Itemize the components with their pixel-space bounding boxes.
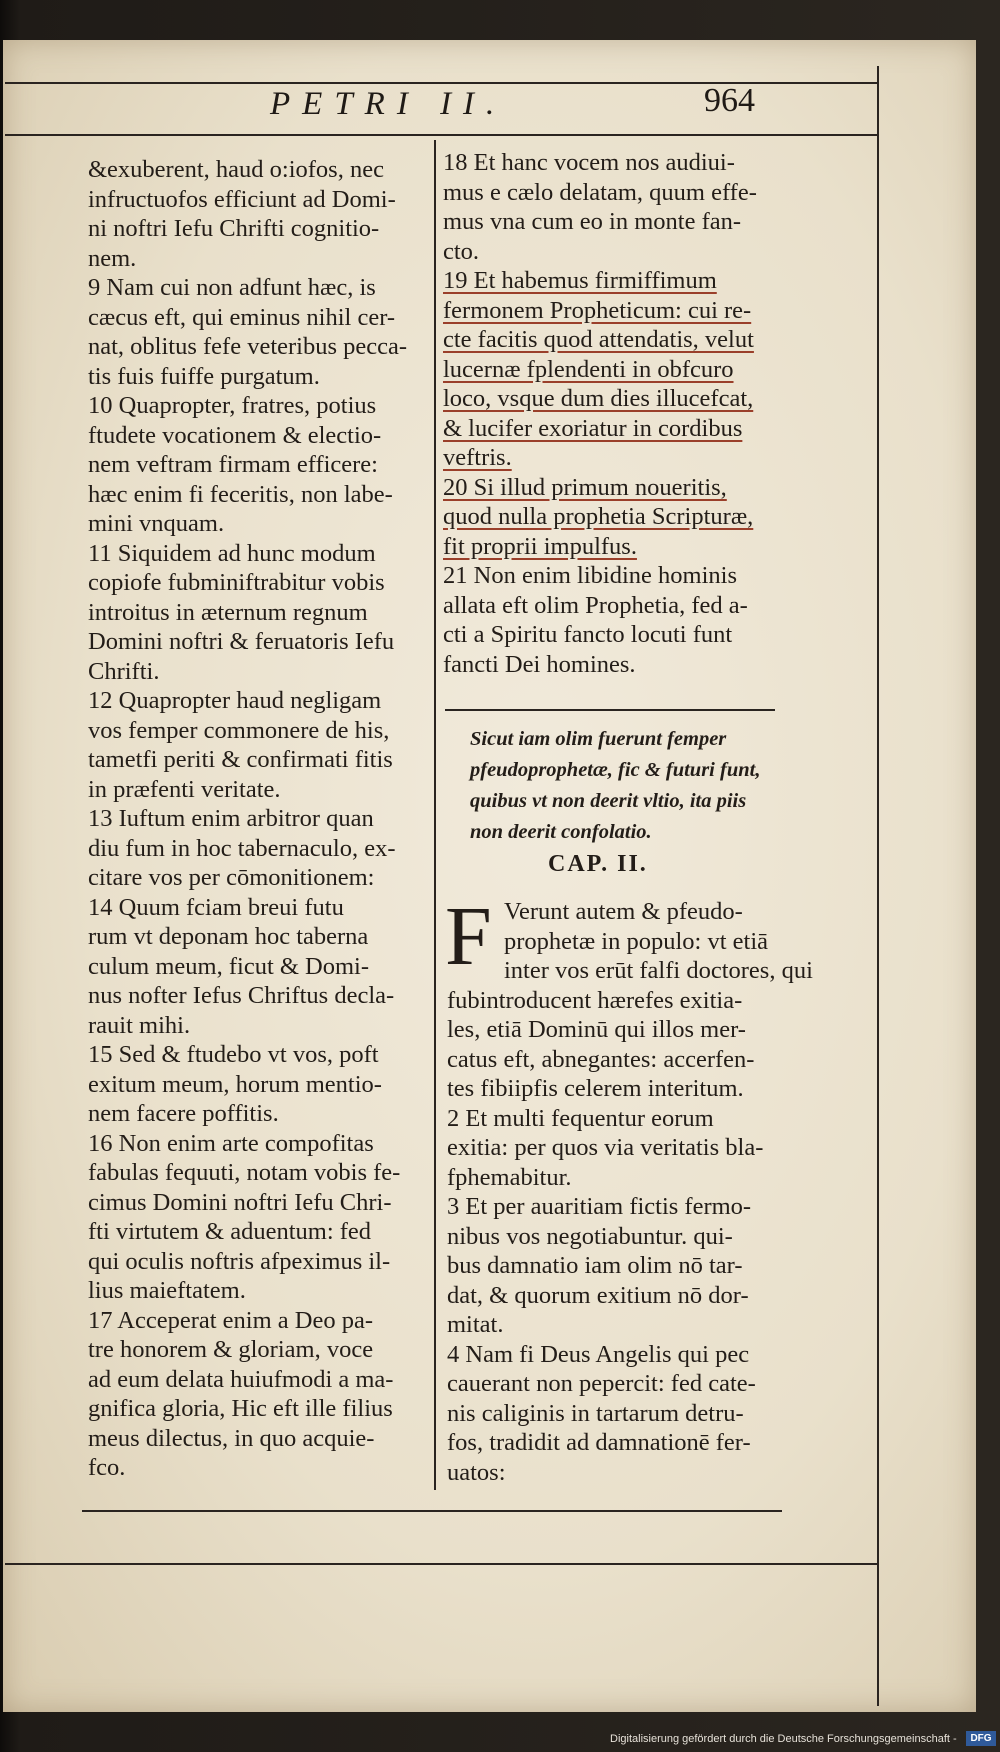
text-line: tis fuis fuiffe purgatum.: [88, 362, 320, 390]
text-line: exitia: per quos via veritatis bla-: [447, 1134, 764, 1161]
text-line: 13 Iuftum enim arbitror quan: [88, 805, 374, 832]
text-line: nem facere poffitis.: [88, 1100, 279, 1127]
text-line: ftudete vocationem & electio-: [88, 421, 382, 449]
text-line: fabulas fequuti, notam vobis fe-: [88, 1159, 401, 1186]
text-line: quod nulla prophetia Scripturæ,: [443, 503, 754, 530]
text-line: mini vnquam.: [88, 510, 225, 537]
text-line: lucernæ fplendenti in obfcuro: [443, 355, 734, 383]
text-line: pfeudoprophetæ, fic & futuri funt,: [470, 759, 761, 781]
text-line: introitus in æternum regnum: [88, 598, 368, 626]
page-number: 964: [704, 82, 755, 119]
text-line: nus nofter Iefus Chriftus decla-: [88, 982, 395, 1009]
text-line: cti a Spiritu fancto locuti funt: [443, 621, 733, 648]
chapter-heading: CAP. II.: [548, 851, 648, 877]
text-line: mus e cælo delatam, quum effe-: [443, 178, 757, 206]
text-line: vos femper commonere de his,: [88, 716, 390, 744]
text-line: & lucifer exoriatur in cordibus: [443, 414, 743, 442]
text-line: fco.: [88, 1454, 126, 1481]
text-line: citare vos per cōmonitionem:: [88, 864, 375, 891]
text-line: Domini noftri & feruatoris Iefu: [88, 628, 395, 655]
text-line: fermonem Propheticum: cui re-: [443, 296, 752, 324]
text-line: tametfi periti & confirmati fitis: [88, 746, 393, 773]
left-column: [88, 155, 430, 1483]
text-line: copiofe fubminiftrabitur vobis: [88, 569, 385, 596]
text-line: cte facitis quod attendatis, velut: [443, 326, 754, 353]
digitization-credit: Digitalisierung gefördert durch die Deutsche Forschungsgemeinschaft -: [610, 1733, 957, 1745]
text-line: uatos:: [447, 1458, 506, 1486]
text-line: ni noftri Iefu Chrifti cognitio-: [88, 215, 380, 242]
text-line: 18 Et hanc vocem nos audiui-: [443, 149, 735, 176]
text-line: gnifica gloria, Hic eft ille filius: [88, 1395, 393, 1422]
text-line: culum meum, ficut & Domi-: [88, 952, 370, 980]
text-line: infructuofos efficiunt ad Domi-: [88, 185, 396, 213]
text-line: cimus Domini noftri Iefu Chri-: [88, 1188, 392, 1216]
text-line: fit proprii impulfus.: [443, 532, 637, 560]
text-line: 11 Siquidem ad hunc modum: [88, 539, 376, 567]
text-line: les, etiā Dominū qui illos mer-: [447, 1016, 746, 1043]
text-line: 17 Acceperat enim a Deo pa-: [88, 1306, 374, 1334]
header-rule-bottom: [5, 134, 878, 136]
text-line: cauerant non pepercit: fed cate-: [447, 1370, 756, 1397]
chapter-summary: [470, 724, 775, 848]
text-line: 21 Non enim libidine hominis: [443, 562, 737, 589]
text-line: nem veftram firmam efficere:: [88, 451, 378, 478]
text-line: catus eft, abnegantes: accerfen-: [447, 1045, 755, 1073]
bottom-rule-lower: [5, 1563, 878, 1565]
text-line: rauit mihi.: [88, 1011, 191, 1039]
text-line: fubintroducent hærefes exitia-: [447, 986, 743, 1014]
text-line: non deerit confolatio.: [470, 821, 652, 843]
text-line: rum vt deponam hoc taberna: [88, 923, 369, 950]
text-line: 20 Si illud primum noueritis,: [443, 473, 727, 501]
text-line: bus damnatio iam olim nō tar-: [447, 1252, 743, 1279]
section-rule: [445, 709, 775, 711]
text-line: tes fibiipfis celerem interitum.: [447, 1075, 744, 1102]
text-line: mitat.: [447, 1311, 504, 1338]
drop-cap: F: [445, 890, 492, 983]
text-line: diu fum in hoc tabernaculo, ex-: [88, 834, 396, 862]
text-line: 19 Et habemus firmiffimum: [443, 267, 717, 294]
text-line: nibus vos negotiabuntur. qui-: [447, 1222, 733, 1250]
text-line: fti virtutem & aduentum: fed: [88, 1218, 372, 1245]
text-line: nem.: [88, 244, 137, 272]
text-line: nis caliginis in tartarum detru-: [447, 1399, 744, 1427]
running-title: PETRI II.: [270, 86, 507, 122]
text-line: 9 Nam cui non adfunt hæc, is: [88, 274, 376, 301]
text-line: 16 Non enim arte compofitas: [88, 1129, 374, 1157]
text-line: tre honorem & gloriam, voce: [88, 1336, 374, 1363]
text-line: hæc enim fi feceritis, non labe-: [88, 480, 393, 508]
text-line: prophetæ in populo: vt etiā: [504, 927, 769, 955]
text-line: qui oculis noftris afpeximus il-: [88, 1247, 391, 1275]
right-column-bottom: [445, 890, 813, 1487]
text-line: Sicut iam olim fuerunt femper: [470, 728, 727, 750]
text-line: lius maieftatem.: [88, 1277, 246, 1304]
text-line: in præfenti veritate.: [88, 775, 281, 803]
text-line: fos, tradidit ad damnationē fer-: [447, 1429, 751, 1456]
text-line: 4 Nam fi Deus Angelis qui pec: [447, 1340, 750, 1368]
bottom-rule-upper: [82, 1510, 782, 1512]
column-divider: [434, 140, 436, 1490]
text-line: loco, vsque dum dies illucefcat,: [443, 385, 754, 412]
text-line: ad eum delata huiufmodi a ma-: [88, 1365, 394, 1393]
text-line: exitum meum, horum mentio-: [88, 1070, 382, 1098]
text-line: &exuberent, haud o:iofos, nec: [88, 156, 384, 183]
text-line: 2 Et multi fequentur eorum: [447, 1104, 714, 1132]
text-line: 10 Quapropter, fratres, potius: [88, 392, 377, 419]
text-line: cæcus eft, qui eminus nihil cer-: [88, 303, 396, 331]
text-line: 12 Quapropter haud negligam: [88, 687, 382, 714]
text-line: fancti Dei homines.: [443, 650, 636, 678]
text-line: inter vos erūt falfi doctores, qui: [504, 957, 813, 984]
text-line: Verunt autem & pfeudo-: [504, 898, 743, 925]
text-line: quibus vt non deerit vltio, ita piis: [470, 790, 747, 812]
text-line: fphemabitur.: [447, 1163, 572, 1191]
text-line: nat, oblitus fefe veteribus pecca-: [88, 333, 408, 360]
text-line: meus dilectus, in quo acquie-: [88, 1424, 375, 1452]
text-line: 14 Quum fciam breui futu: [88, 893, 344, 921]
text-line: dat, & quorum exitium nō dor-: [447, 1281, 749, 1309]
text-line: 15 Sed & ftudebo vt vos, poft: [88, 1041, 379, 1068]
dfg-logo: DFG: [966, 1731, 996, 1746]
text-line: mus vna cum eo in monte fan-: [443, 208, 742, 235]
text-line: 3 Et per auaritiam fictis fermo-: [447, 1193, 752, 1220]
text-line: cto.: [443, 237, 480, 265]
right-column-top: [443, 148, 783, 679]
text-line: Chrifti.: [88, 657, 160, 685]
text-line: allata eft olim Prophetia, fed a-: [443, 591, 748, 619]
text-line: veftris.: [443, 444, 512, 471]
page-frame-right: [877, 66, 879, 1706]
